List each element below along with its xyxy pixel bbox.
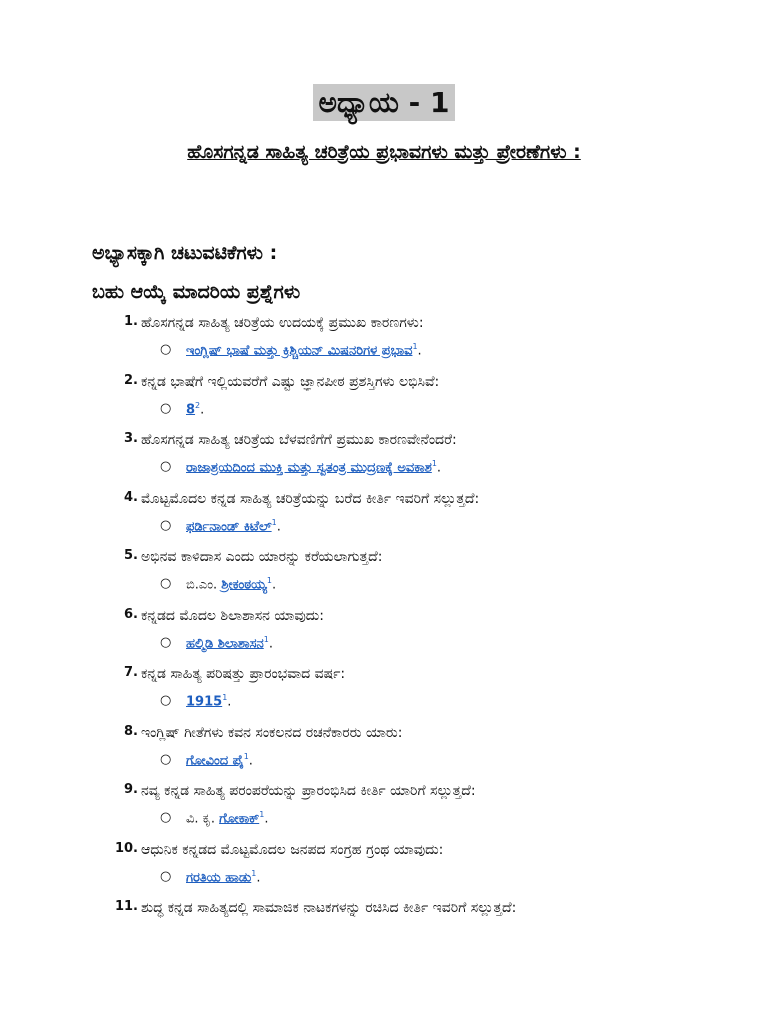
answer-link[interactable]: ಗೋಕಾಕ್ (219, 811, 260, 827)
question-number: 10. (114, 840, 138, 856)
answer-link[interactable]: 1915 (186, 694, 223, 710)
circle-bullet-icon: ○ (160, 517, 172, 533)
citation-marker[interactable]: 1 (263, 634, 269, 644)
question-text: ಇಂಗ್ಲಿಷ್ ಗೀತೆಗಳು ಕವನ ಸಂಕಲನದ ರಚನೆಕಾರರು ಯಾರು: (141, 724, 403, 741)
circle-bullet-icon: ○ (160, 810, 172, 825)
answer-text (186, 576, 276, 592)
activities-heading: ಅಭ್ಯಾಸಕ್ಕಾಗಿ ಚಟುವಟಿಕೆಗಳು : (92, 242, 278, 264)
question-text: ಆಧುನಿಕ ಕನ್ನಡದ ಮೊಟ್ಟಮೊದಲ ಜನಪದ ಸಂಗ್ರಹ ಗ್ರಂಥ ಯಾವುದು: (141, 841, 444, 858)
answer-text (186, 342, 422, 358)
citation-marker[interactable]: 1 (259, 810, 265, 819)
chapter-subtitle: ಹೊಸಗನ್ನಡ ಸಾಹಿತ್ಯ ಚರಿತ್ರೆಯ ಪ್ರಭಾವಗಳು ಮತ್ತು ಪ್ರೇರಣೆಗಳು : (187, 141, 581, 163)
answer-text (186, 693, 231, 709)
answer-text (186, 752, 253, 768)
citation-marker[interactable]: 1 (266, 576, 272, 585)
question-text: ಕನ್ನಡ ಸಾಹಿತ್ಯ ಪರಿಷತ್ತು ಪ್ರಾರಂಭವಾದ ವರ್ಷ: (141, 666, 346, 682)
question-text: ನವ್ಯ ಕನ್ನಡ ಸಾಹಿತ್ಯ ಪರಂಪರೆಯನ್ನು ಪ್ರಾರಂಭಿಸಿದ ಕೀರ್ತಿ ಯಾರಿಗೆ ಸಲ್ಲುತ್ತದೆ: (141, 783, 476, 799)
question-text: ಮೊಟ್ಟಮೊದಲ ಕನ್ನಡ ಸಾಹಿತ್ಯ ಚರಿತ್ರೆಯನ್ನು ಬರೆದ ಕೀರ್ತಿ ಇವರಿಗೆ ಸಲ್ಲುತ್ತದೆ: (141, 490, 480, 507)
citation-marker[interactable]: 2 (195, 400, 201, 410)
answer-suffix: . (248, 752, 253, 768)
circle-bullet-icon: ○ (160, 693, 172, 708)
citation-marker[interactable]: 1 (243, 751, 249, 761)
question-text: ಕನ್ನಡದ ಮೊದಲ ಶಿಲಾಶಾಸನ ಯಾವುದು: (141, 607, 324, 624)
citation-marker[interactable]: 1 (251, 868, 257, 878)
answer-prefix: ವಿ. ಕೃ. (186, 811, 220, 827)
chapter-title-text: ಅಧ್ಯಾಯ - 1 (313, 84, 456, 121)
question-number: 7. (124, 665, 138, 680)
answer-prefix: ಬಿ.ಎಂ. (186, 577, 222, 593)
answer-link[interactable]: ಇಂಗ್ಲಿಷ್ ಭಾಷೆ ಮತ್ತು ಕ್ರಿಶ್ಚಿಯನ್ ಮಿಷನರಿಗಳ ಪ್ರಭಾವ (186, 343, 413, 359)
citation-marker[interactable]: 1 (222, 693, 228, 702)
citation-marker[interactable]: 1 (431, 459, 437, 468)
circle-bullet-icon: ○ (160, 459, 172, 474)
answer-text (186, 810, 268, 826)
answer-link[interactable]: ಹಲ್ಮಿಡಿ ಶಿಲಾಶಾಸನ (186, 635, 264, 651)
circle-bullet-icon: ○ (160, 576, 172, 591)
question-number: 5. (124, 548, 138, 563)
answer-link[interactable]: ಗೋವಿಂದ ಪೈ (186, 752, 244, 768)
question-number: 8. (124, 723, 138, 739)
answer-suffix: . (436, 460, 442, 476)
question-number: 2. (124, 372, 138, 388)
citation-marker[interactable]: 1 (412, 342, 418, 351)
question-number: 3. (124, 431, 138, 446)
answer-link[interactable]: ಫರ್ಡಿನಾಂಡ್ ಕಿಟೆಲ್ (186, 518, 272, 534)
question-number: 6. (124, 606, 138, 622)
answer-link[interactable]: ಶ್ರೀಕಂಠಯ್ಯ (221, 577, 267, 593)
answer-text (186, 518, 281, 534)
answer-text (186, 459, 441, 475)
question-text: ಶುದ್ಧ ಕನ್ನಡ ಸಾಹಿತ್ಯದಲ್ಲಿ ಸಾಮಾಜಿಕ ನಾಟಕಗಳನ್ನು ರಚಿಸಿದ ಕೀರ್ತಿ ಇವರಿಗೆ ಸಲ್ಲುತ್ತದೆ: (141, 900, 517, 916)
answer-link[interactable]: ರಾಜಾಶ್ರಯದಿಂದ ಮುಕ್ತಿ ಮತ್ತು ಸ್ವತಂತ್ರ ಮುದ್ರಣಕ್ಕೆ ಅವಕಾಶ (186, 460, 432, 476)
answer-text (186, 869, 261, 885)
circle-bullet-icon: ○ (160, 400, 172, 416)
circle-bullet-icon: ○ (160, 751, 172, 767)
mcq-heading: ಬಹು ಆಯ್ಕೆ ಮಾದರಿಯ ಪ್ರಶ್ನೆಗಳು (92, 281, 301, 303)
answer-link[interactable]: ಗರತಿಯ ಹಾಡು (186, 869, 252, 885)
answer-text (186, 401, 204, 417)
answer-text (186, 635, 273, 651)
question-number: 9. (124, 782, 138, 797)
question-text: ಹೊಸಗನ್ನಡ ಸಾಹಿತ್ಯ ಚರಿತ್ರೆಯ ಬೆಳವಣಿಗೆಗೆ ಪ್ರಮುಖ ಕಾರಣವೇನೆಂದರೆ: (141, 432, 457, 448)
answer-suffix: . (264, 811, 269, 827)
answer-suffix: . (272, 577, 277, 593)
question-text: ಕನ್ನಡ ಭಾಷೆಗೆ ಇಲ್ಲಿಯವರೆಗೆ ಎಷ್ಟು ಜ್ಞಾನಪೀಠ ಪ್ರಶಸ್ತಿಗಳು ಲಭಿಸಿವೆ: (141, 373, 440, 390)
circle-bullet-icon: ○ (160, 634, 172, 650)
question-number: 1. (124, 314, 138, 329)
circle-bullet-icon: ○ (160, 868, 172, 884)
chapter-title (0, 86, 768, 120)
citation-marker[interactable]: 1 (271, 517, 277, 527)
circle-bullet-icon: ○ (160, 342, 172, 357)
answer-suffix: . (227, 694, 232, 710)
answer-suffix: . (268, 635, 273, 651)
question-text: ಅಭಿನವ ಕಾಳಿದಾಸ ಎಂದು ಯಾರನ್ನು ಕರೆಯಲಾಗುತ್ತದೆ: (141, 549, 383, 565)
question-text: ಹೊಸಗನ್ನಡ ಸಾಹಿತ್ಯ ಚರಿತ್ರೆಯ ಉದಯಕ್ಕೆ ಪ್ರಮುಖ ಕಾರಣಗಳು: (141, 315, 424, 331)
answer-suffix: . (256, 869, 261, 885)
question-number: 11. (114, 899, 138, 914)
answer-suffix: . (417, 343, 422, 359)
question-number: 4. (124, 489, 138, 505)
answer-link[interactable]: 8 (186, 401, 196, 417)
answer-suffix: . (200, 401, 205, 417)
answer-suffix: . (276, 518, 281, 534)
